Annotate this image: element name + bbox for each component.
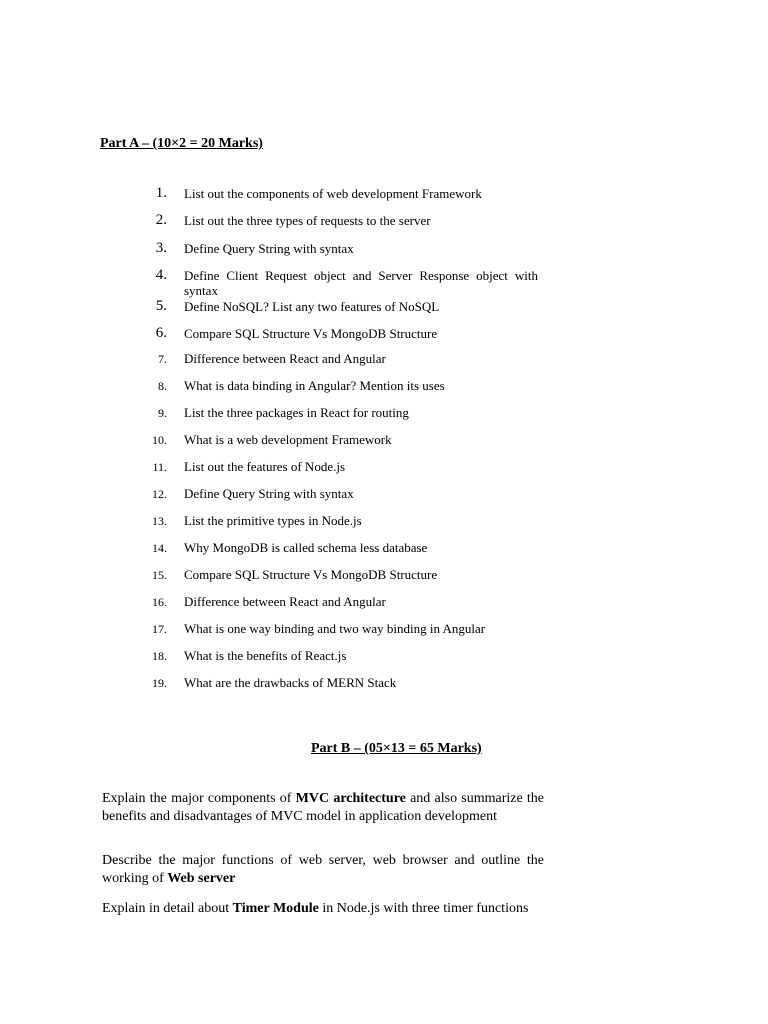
question-number: 12. (152, 487, 167, 501)
question-number: 10. (152, 433, 167, 447)
question-text: List out the features of Node.js (184, 459, 346, 474)
question-number: 18. (152, 649, 167, 663)
question-text: Difference between React and Angular (184, 594, 386, 609)
question-text: What is the benefits of React.js (184, 648, 347, 663)
question-text: Compare SQL Structure Vs MongoDB Structure (184, 326, 438, 341)
question-number: 3. (155, 240, 167, 256)
question-number: 19. (152, 676, 167, 690)
question-text: Explain the major components of (102, 791, 296, 806)
question-text: List the primitive types in Node.js (184, 513, 362, 528)
question-number: 11. (152, 460, 167, 474)
part-b-heading: Part B – (05×13 = 65 Marks) (311, 741, 482, 756)
emphasis-text: Web server (167, 871, 236, 886)
emphasis-text: MVC architecture (295, 791, 406, 806)
question-text: What is data binding in Angular? Mention its uses (184, 378, 445, 393)
question-text: Why MongoDB is called schema less database (184, 540, 428, 555)
question-text: and also summarize the benefits and disadvantages of MVC model in application development (102, 791, 545, 824)
question-text: List the three packages in React for routing (184, 405, 409, 420)
question-number: 13. (152, 514, 167, 528)
question-number: 14. (152, 541, 167, 555)
part-b-question-3 (102, 900, 544, 918)
question-number: 17. (152, 622, 167, 636)
question-text: What is one way binding and two way binding in Angular (184, 621, 486, 636)
question-text: List out the components of web development Framework (184, 186, 482, 201)
part-a-question-list (150, 0, 550, 700)
question-text: Explain in detail about (102, 901, 233, 916)
question-number: 7. (158, 352, 167, 366)
question-number: 16. (152, 595, 167, 609)
question-text: Define Query String with syntax (184, 486, 354, 501)
part-b-question-1 (102, 790, 544, 826)
question-number: 4. (155, 267, 167, 283)
question-number: 1. (155, 185, 167, 201)
question-number: 2. (155, 212, 167, 228)
question-text: Compare SQL Structure Vs MongoDB Structure (184, 567, 438, 582)
question-number: 6. (155, 325, 167, 341)
question-text: Difference between React and Angular (184, 351, 386, 366)
question-text: in Node.js with three timer functions (318, 901, 529, 916)
question-text: Define Query String with syntax (184, 241, 354, 256)
question-number: 15. (152, 568, 167, 582)
part-a-heading: Part A – (10×2 = 20 Marks) (100, 136, 263, 151)
emphasis-text: Timer Module (232, 901, 319, 916)
question-text: Define Client Request object and Server Response object with syntax (184, 268, 538, 298)
question-text: List out the three types of requests to the server (184, 213, 431, 228)
question-text: Describe the major functions of web server, web browser and outline the working of (102, 853, 544, 886)
question-number: 5. (155, 298, 167, 314)
question-text: What are the drawbacks of MERN Stack (184, 675, 397, 690)
question-number: 9. (158, 406, 167, 420)
part-b-question-2 (102, 852, 544, 888)
question-number: 8. (158, 379, 167, 393)
question-text: Define NoSQL? List any two features of NoSQL (184, 299, 440, 314)
question-text: What is a web development Framework (184, 432, 392, 447)
